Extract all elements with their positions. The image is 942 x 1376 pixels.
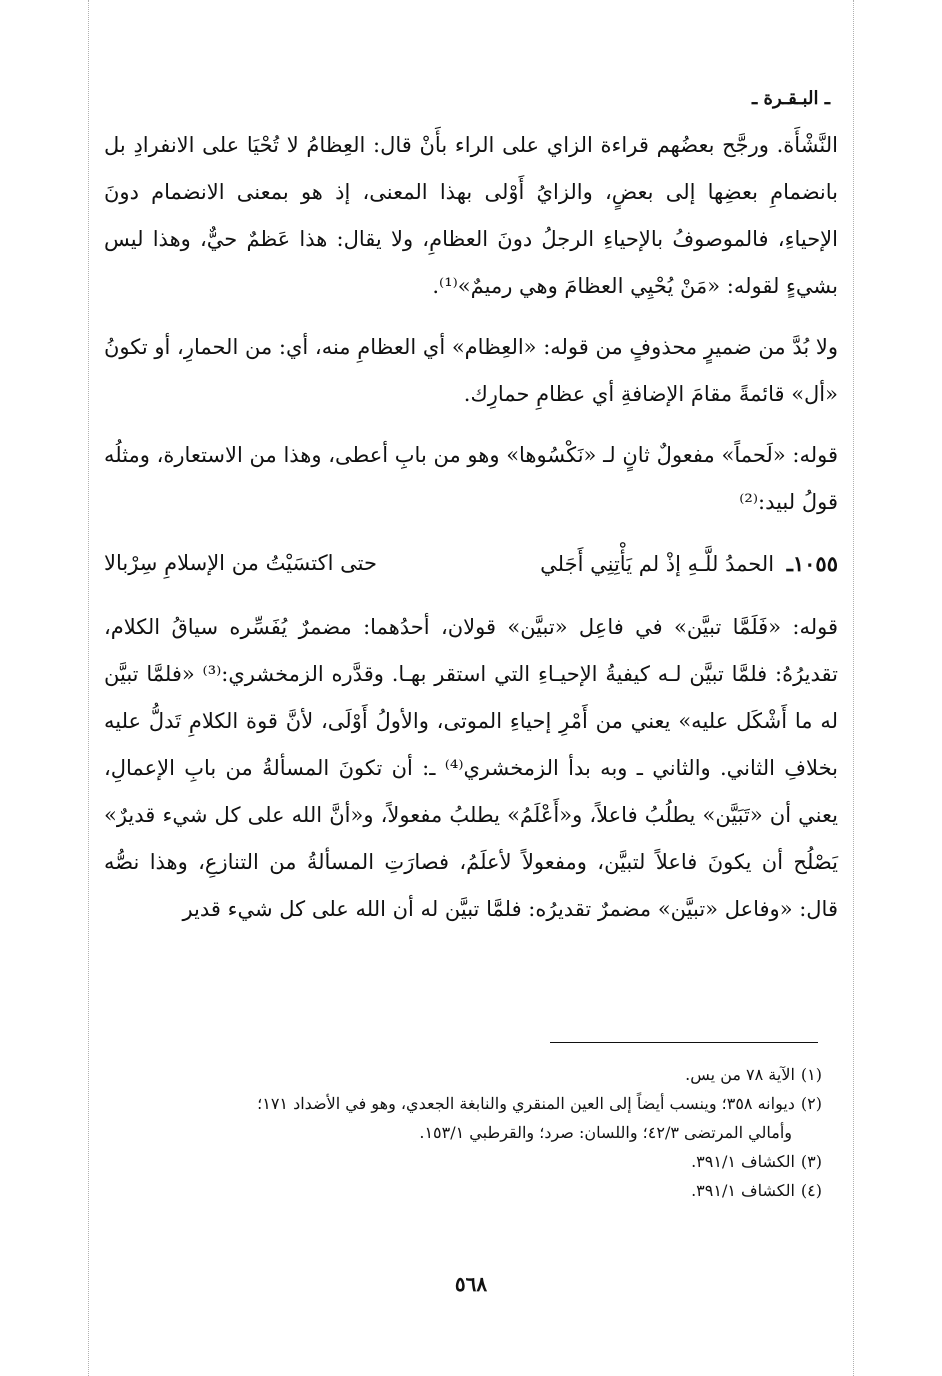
footnote-number: (٣) [800,1152,822,1171]
paragraph-3: قوله: «لَحماً» مفعولٌ ثانٍ لـ «نَكْسُوها» وهو من بابِ أعطى، وهذا من الاستعارة، ومثلُه قولُ لبيد:⁽²⁾ [104,443,838,514]
footnote-text: الكشاف ٣٩١/١. [691,1181,795,1200]
footnote-3 [120,1147,822,1176]
paragraph-1: النَّشْأَة. ورجَّح بعضُهم قراءة الزاي على الراء بأَنْ قال: العِظامُ لا تُحْيَا على الانفرادِ بل بانضمامِ بعضِها إلى بعضٍ، والزايُ أَوْلى بهذا المعنى، إذ هو بمعنى الانضمام دونَ الإحياءِ، فالموصوفُ بالإحياءِ الرجلُ دونَ العظامِ، ولا يقال: هذا عَظمٌ حيٌّ، وهذا ليس بشيءٍ لقوله: «مَنْ يُحْيِي العظامَ وهي رميمٌ»⁽¹⁾. [104,133,838,298]
verse-first-hemistich [540,540,838,588]
margin-guide-right [853,0,854,1376]
footnote-text: ديوانه ٣٥٨؛ وينسب أيضاً إلى العين المنقري والنابغة الجعدي، وهو في الأضداد ١٧١؛ [257,1094,795,1113]
footnote-number: (٢) [800,1094,822,1113]
verse-hemistich-1-text: الحمدُ للَّـهِ إذْ لم يَأْتِنِي أَجَلي [540,552,775,576]
page-number: ٥٦٨ [454,1272,488,1296]
footnote-number: (٤) [800,1181,822,1200]
footnotes [120,1060,822,1205]
running-header: ـ البـقـرة ـ [751,88,830,109]
verse-second-hemistich: حتى اكتسَيْتُ من الإسلامِ سِرْبالا [104,551,377,575]
footnote-separator [550,1042,818,1043]
paragraph-4: قوله: «فَلَمَّا تبيَّن» في فاعِل «تبيَّن» قولان، أحدُهما: مضمرٌ يُفَسِّره سياقُ الكلام، تقديرُهُ: فلمَّا تبيَّن لـه كيفيةُ الإحيـاءِ التي استقر بهـا. وقدَّره الزمخشري:⁽³⁾ «فلمَّا تبيَّن له ما أَشْكَل عليه» يعني من أَمْرِ إحياءِ الموتى، والأولُ أَوْلَى، لأنَّ قوة الكلامِ تَدلُّ عليه بخلافِ الثاني. والثاني ـ وبه بدأ الزمخشري⁽⁴⁾ ـ: أن تكونَ المسألةُ من بابِ الإعمالِ، يعني أن «تَبَيَّن» يطلُبُ فاعلاً، و«أَعْلَمُ» يطلبُ مفعولاً، و«أنَّ الله على كل شيء قديرٌ» يَصْلُح أن يكونَ فاعلاً لتبيَّن، ومفعولاً لأعلَمُ، فصارَتِ المسألةُ من التنازعِ، وهذا نصُّه قال: «وفاعل «تبيَّن» مضمرٌ تقديرُه: فلمَّا تبيَّن له أن الله على كل شيء قدير [104,615,839,921]
footnote-text: الآية ٧٨ من يس. [685,1065,795,1084]
footnote-1 [120,1060,822,1089]
main-text [104,122,838,947]
footnote-text: الكشاف ٣٩١/١. [691,1152,795,1171]
footnote-4 [120,1176,822,1205]
poetry-verse [104,540,838,588]
footnote-2-continuation: وأمالي المرتضى ٤٢/٣؛ واللسان: صرد؛ والقرطبي ١٥٣/١. [419,1123,792,1142]
footnote-2 [120,1089,822,1118]
margin-guide-left [88,0,89,1376]
verse-number: ١٠٥٥ـ [786,551,838,576]
footnote-number: (١) [800,1065,822,1084]
paragraph-2: ولا بُدَّ من ضميرٍ محذوفٍ من قوله: «العِظام» أي العظامِ منه، أي: من الحمارِ، أو تكونُ «أل» قائمةً مقامَ الإضافةِ أي عظامِ حمارِك. [104,335,838,406]
